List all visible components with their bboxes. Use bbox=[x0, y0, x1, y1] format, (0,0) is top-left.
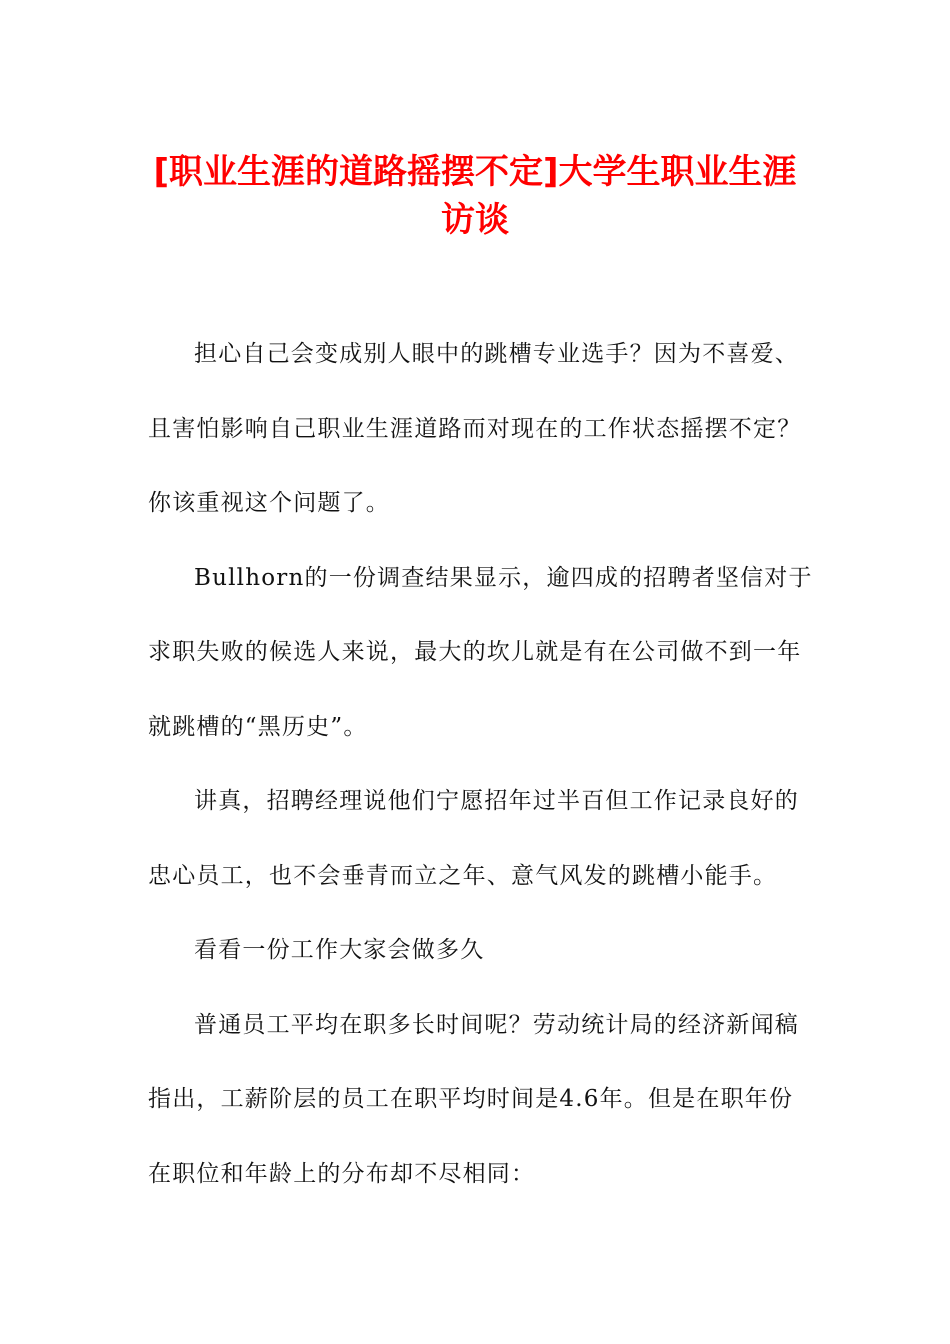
paragraph-1-line-3: 你该重视这个问题了。 bbox=[148, 490, 390, 516]
paragraph-3-line-1: 讲真，招聘经理说他们宁愿招年过半百但工作记录良好的 bbox=[194, 788, 799, 814]
paragraph-4-line-2: 指出，工薪阶层的员工在职平均时间是4.6年。但是在职年份 bbox=[148, 1086, 794, 1112]
section-heading: 看看一份工作大家会做多久 bbox=[194, 937, 485, 963]
document-title bbox=[120, 148, 830, 244]
title-line-1: [职业生涯的道路摇摆不定]大学生职业生涯 bbox=[153, 152, 797, 192]
title-line-2: 访谈 bbox=[441, 200, 509, 240]
paragraph-2-line-2: 求职失败的候选人来说，最大的坎儿就是有在公司做不到一年 bbox=[148, 639, 802, 665]
document-body bbox=[148, 322, 813, 1216]
paragraph-1-line-2: 且害怕影响自己职业生涯道路而对现在的工作状态摇摆不定？ bbox=[148, 415, 802, 442]
paragraph-2-line-3: 就跳槽的“黑历史”。 bbox=[148, 713, 368, 740]
paragraph-4-line-3: 在职位和年龄上的分布却不尽相同： bbox=[148, 1160, 536, 1187]
paragraph-1-line-1: 担心自己会变成别人眼中的跳槽专业选手？因为不喜爱、 bbox=[194, 341, 799, 367]
paragraph-4-line-1: 普通员工平均在职多长时间呢？劳动统计局的经济新闻稿 bbox=[194, 1011, 799, 1038]
paragraph-3-line-2: 忠心员工，也不会垂青而立之年、意气风发的跳槽小能手。 bbox=[148, 862, 778, 889]
paragraph-2-line-1: Bullhorn的一份调查结果显示，逾四成的招聘者坚信对于 bbox=[194, 564, 813, 591]
